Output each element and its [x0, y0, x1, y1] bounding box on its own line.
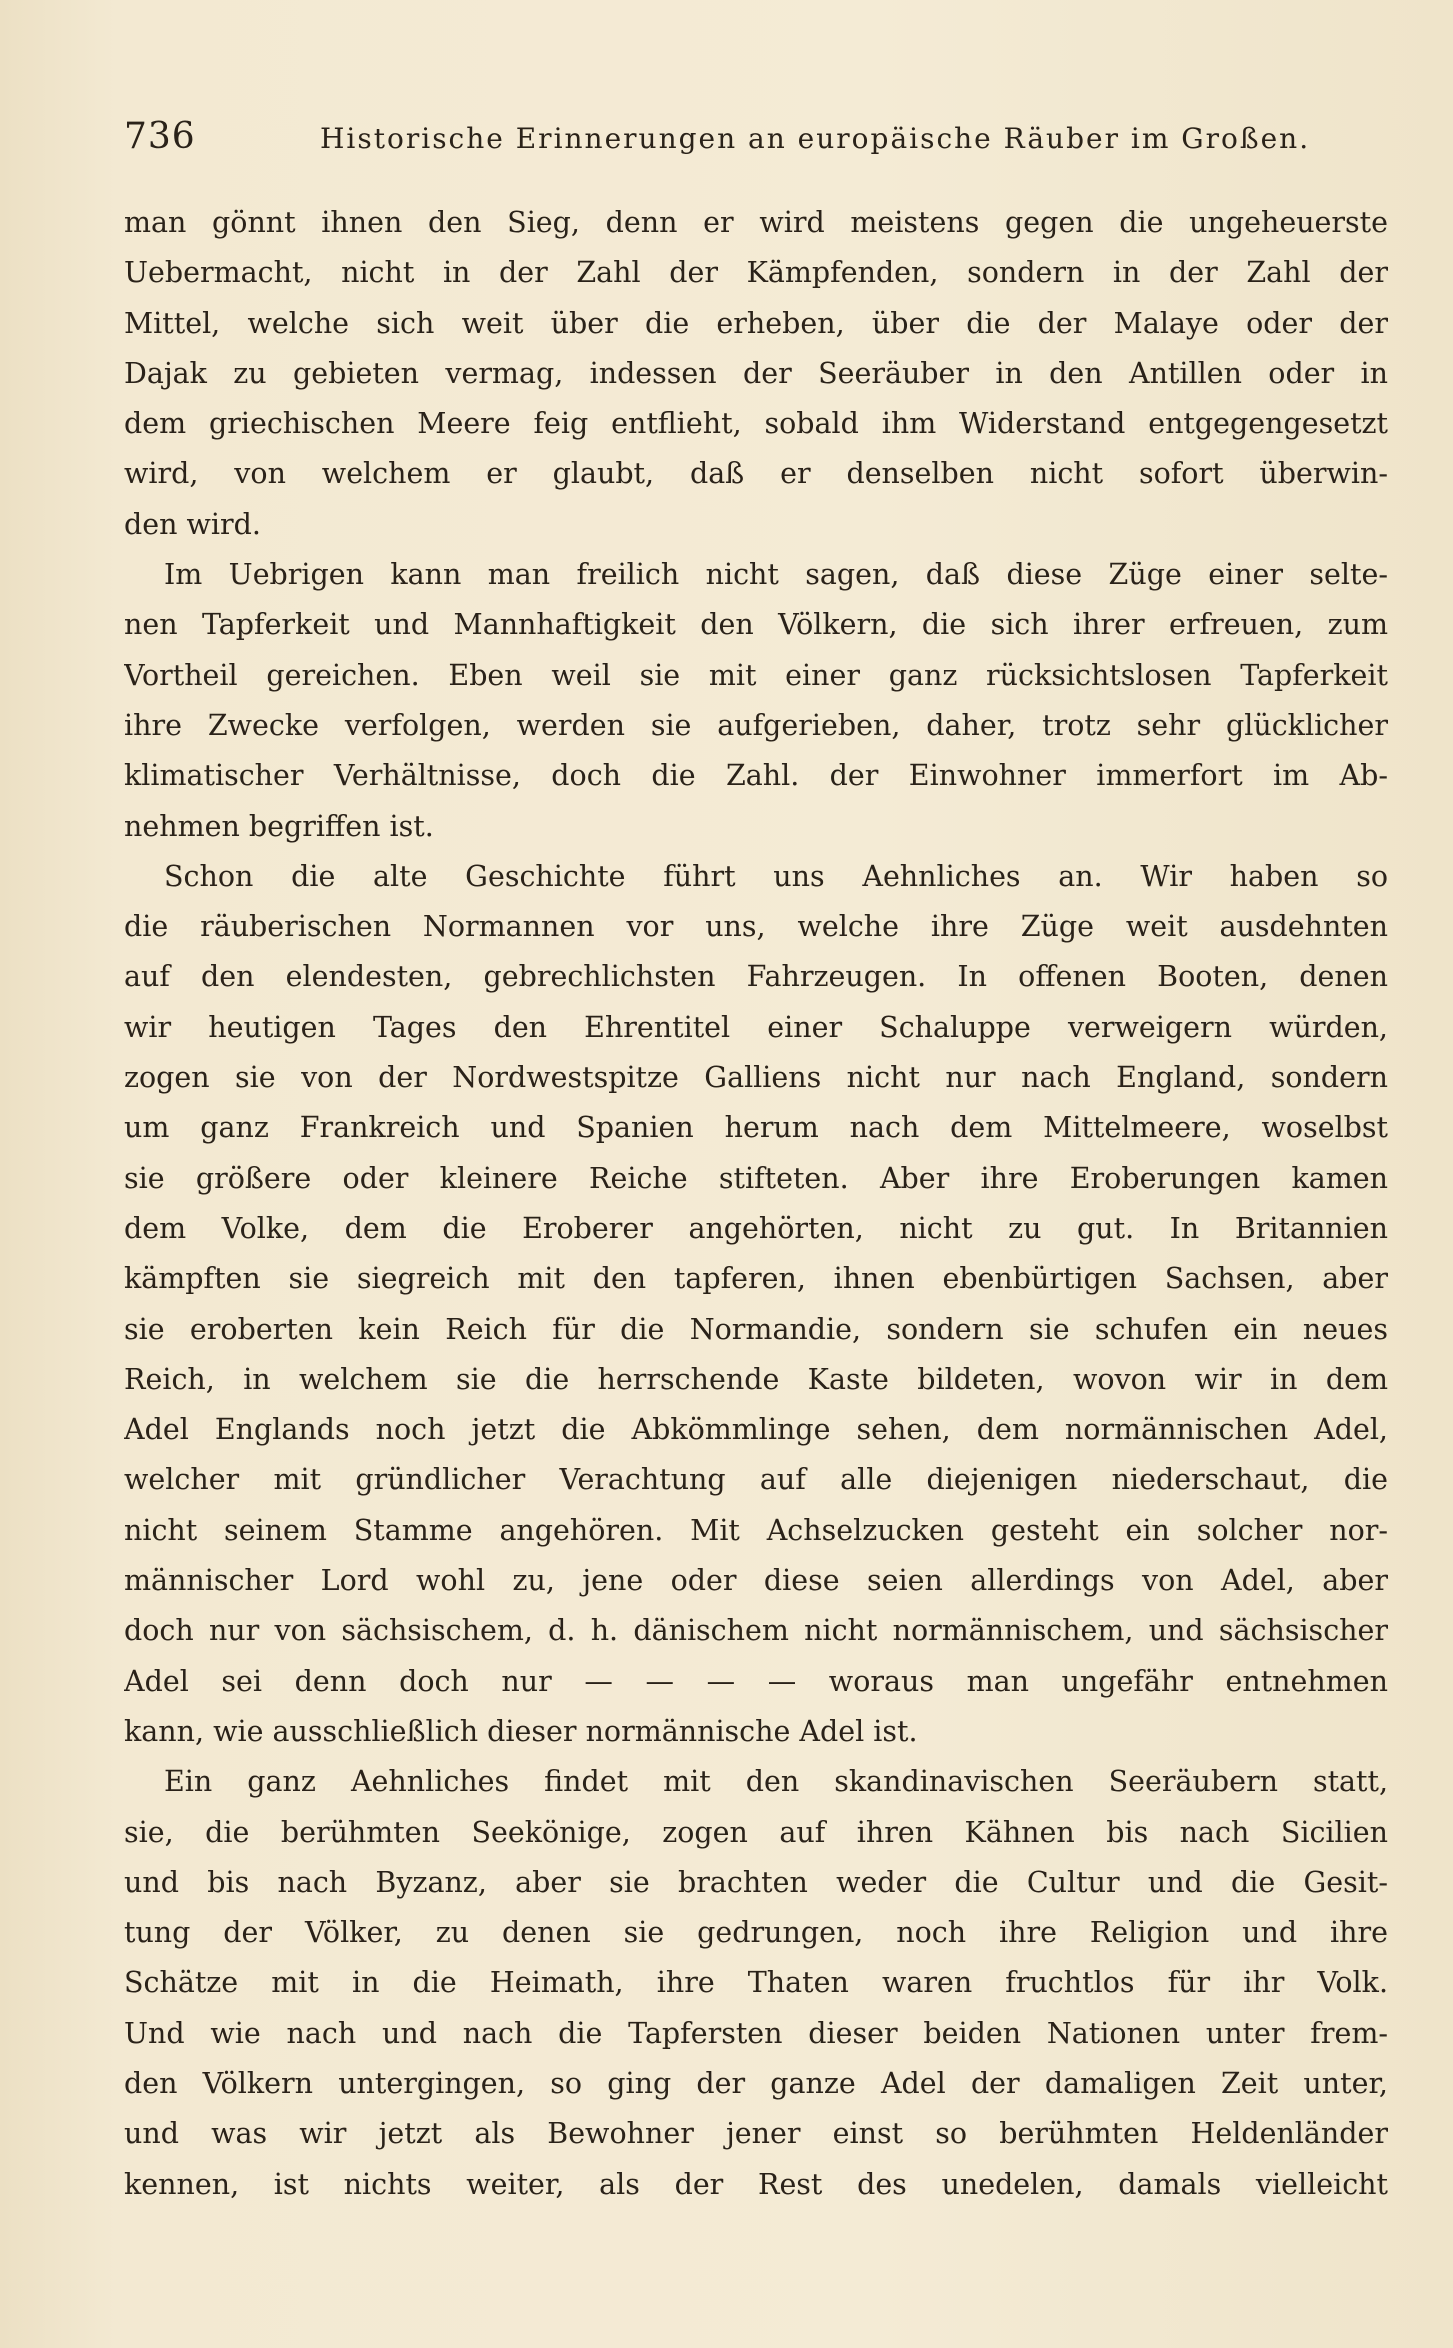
- text-line: Reich, in welchem sie die herrschende Kaste bildeten, wovon wir in dem: [124, 1362, 1388, 1396]
- text-line: die räuberischen Normannen vor uns, welche ihre Züge weit ausdehnten: [124, 910, 1388, 944]
- text-line: sie größere oder kleinere Reiche stifteten. Aber ihre Eroberungen kamen: [124, 1161, 1388, 1195]
- text-line: um ganz Frankreich und Spanien herum nach dem Mittelmeere, woselbst: [124, 1111, 1388, 1145]
- text-line: man gönnt ihnen den Sieg, denn er wird meistens gegen die ungeheuerste: [124, 206, 1388, 239]
- text-line: klimatischer Verhältnisse, doch die Zahl. der Einwohner immerfort im Ab-: [124, 759, 1388, 793]
- text-line: zogen sie von der Nordwestspitze Galliens nicht nur nach England, sondern: [124, 1061, 1388, 1095]
- text-line: Und wie nach und nach die Tapfersten dieser beiden Nationen unter frem-: [124, 2016, 1388, 2050]
- text-line: Adel Englands noch jetzt die Abkömmlinge sehen, dem normännischen Adel,: [124, 1413, 1388, 1447]
- text-line: sie, die berühmten Seekönige, zogen auf ihren Kähnen bis nach Sicilien: [124, 1815, 1388, 1849]
- text-line: kämpften sie siegreich mit den tapferen, ihnen ebenbürtigen Sachsen, aber: [124, 1262, 1388, 1296]
- running-title: Historische Erinnerungen an europäische Räuber im Großen.: [320, 122, 1311, 155]
- text-line: wird, von welchem er glaubt, daß er denselben nicht sofort überwin-: [124, 457, 1388, 491]
- page-header: [124, 112, 1311, 172]
- text-line: Schätze mit in die Heimath, ihre Thaten waren fruchtlos für ihr Volk.: [124, 1966, 1388, 2000]
- paragraph-start-line: Im Uebrigen kann man freilich nicht sagen, daß diese Züge einer selte-: [164, 558, 1388, 592]
- text-line: auf den elendesten, gebrechlichsten Fahrzeugen. In offenen Booten, denen: [124, 960, 1388, 994]
- text-line: dem griechischen Meere feig entflieht, sobald ihm Widerstand entgegengesetzt: [124, 407, 1388, 441]
- text-line: den Völkern untergingen, so ging der ganze Adel der damaligen Zeit unter,: [124, 2066, 1388, 2100]
- page-number: 736: [124, 116, 196, 157]
- paragraph-end-line: nehmen begriffen ist.: [124, 809, 434, 843]
- paragraph-start-line: Ein ganz Aehnliches findet mit den skandinavischen Seeräubern statt,: [164, 1765, 1388, 1799]
- text-line: tung der Völker, zu denen sie gedrungen, noch ihre Religion und ihre: [124, 1916, 1388, 1950]
- text-line: sie eroberten kein Reich für die Normandie, sondern sie schufen ein neues: [124, 1312, 1388, 1346]
- text-line: Vortheil gereichen. Eben weil sie mit einer ganz rücksichtslosen Tapferkeit: [124, 658, 1388, 692]
- paragraph-end-line: kann, wie ausschließlich dieser normännische Adel ist.: [124, 1714, 918, 1748]
- text-line: ihre Zwecke verfolgen, werden sie aufgerieben, daher, trotz sehr glücklicher: [124, 708, 1388, 742]
- text-line: welcher mit gründlicher Verachtung auf alle diejenigen niederschaut, die: [124, 1463, 1388, 1497]
- text-line: nen Tapferkeit und Mannhaftigkeit den Völkern, die sich ihrer erfreuen, zum: [124, 608, 1388, 642]
- body-text: [124, 198, 1388, 2210]
- text-line: wir heutigen Tages den Ehrentitel einer Schaluppe verweigern würden,: [124, 1010, 1388, 1044]
- text-line: dem Volke, dem die Eroberer angehörten, nicht zu gut. In Britannien: [124, 1211, 1388, 1245]
- text-line: Adel sei denn doch nur — — — — woraus man ungefähr entnehmen: [124, 1664, 1388, 1698]
- paragraph-start-line: Schon die alte Geschichte führt uns Aehnliches an. Wir haben so: [164, 859, 1388, 893]
- text-line: nicht seinem Stamme angehören. Mit Achselzucken gesteht ein solcher nor-: [124, 1513, 1388, 1547]
- paragraph-end-line: den wird.: [124, 507, 261, 541]
- text-line: männischer Lord wohl zu, jene oder diese seien allerdings von Adel, aber: [124, 1564, 1388, 1598]
- text-line: Mittel, welche sich weit über die erheben, über die der Malaye oder der: [124, 306, 1388, 340]
- text-line: kennen, ist nichts weiter, als der Rest des unedelen, damals vielleicht: [124, 2167, 1388, 2201]
- text-line: Uebermacht, nicht in der Zahl der Kämpfenden, sondern in der Zahl der: [124, 256, 1388, 290]
- text-line: Dajak zu gebieten vermag, indessen der Seeräuber in den Antillen oder in: [124, 356, 1388, 390]
- text-line: doch nur von sächsischem, d. h. dänischem nicht normännischem, und sächsischer: [124, 1614, 1388, 1648]
- text-line: und was wir jetzt als Bewohner jener einst so berühmten Heldenländer: [124, 2117, 1388, 2151]
- text-line: und bis nach Byzanz, aber sie brachten weder die Cultur und die Gesit-: [124, 1865, 1388, 1899]
